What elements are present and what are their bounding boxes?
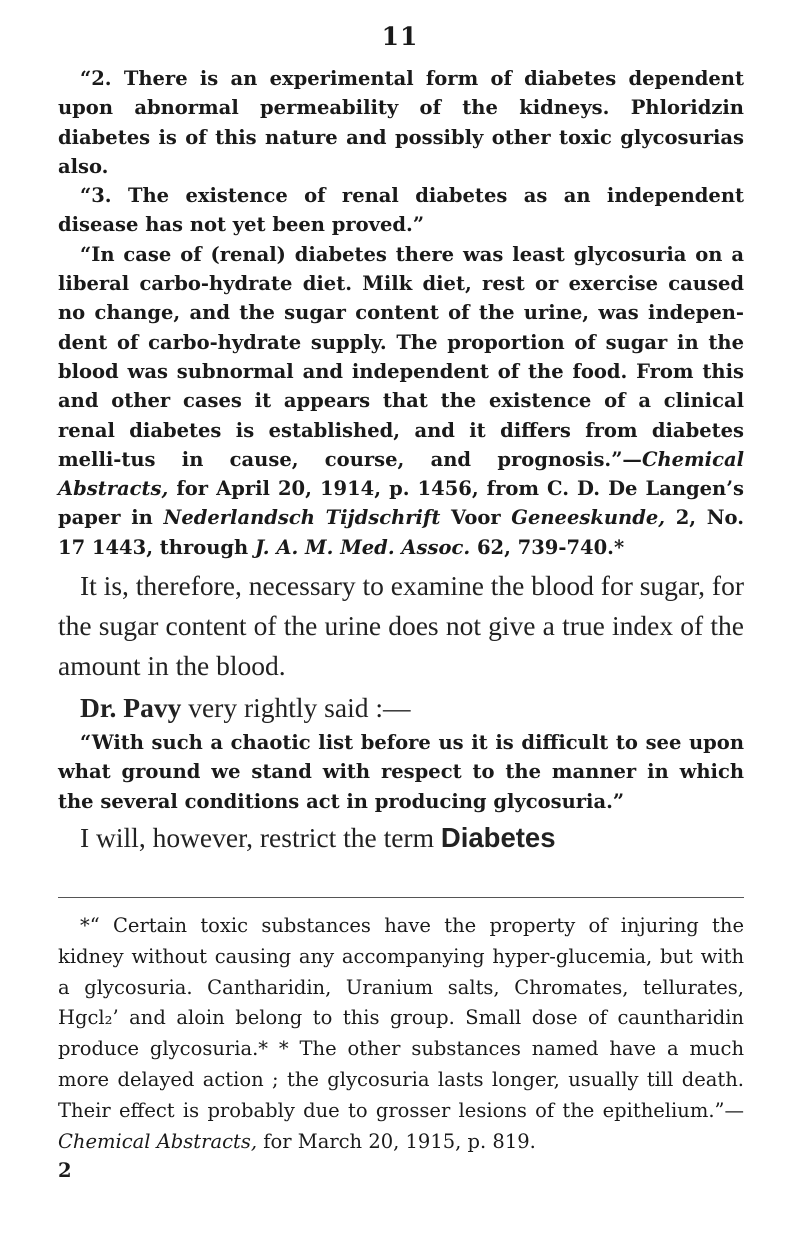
term-diabetes: Diabetes (440, 821, 556, 853)
page-number: 11 (381, 22, 419, 51)
journal-nederlandsch-tijdschrift: Nederlandsch Tijdschrift (163, 506, 441, 530)
signature-mark: 2 (58, 1159, 72, 1183)
journal-chemical-abstracts: Chemical Abstracts, (58, 447, 744, 501)
case-text-e: 62, 739-740.* (470, 535, 625, 559)
restrict-text: I will, however, restrict the term (80, 821, 441, 853)
paragraph-pavy-quote: “With such a chaotic list before us it is difficult to see upon what ground we stand with respect to the manner in which the several conditions act in producing glycosuria.” (58, 731, 744, 813)
main-text (58, 64, 744, 858)
case-text-b: for April 20, 1914, p. 1456, from C. D. De Langen’s paper in (58, 477, 744, 530)
case-text-c: Voor (440, 506, 512, 530)
dr-pavy-name: Dr. Pavy (80, 692, 182, 724)
journal-geneeskunde: Geneeskunde, (511, 506, 666, 530)
footnote (58, 911, 744, 1185)
footnote-text-b: for March 20, 1915, p. 819. (257, 1129, 536, 1153)
footnote-divider (58, 897, 744, 898)
paragraph-examine-blood: It is, therefore, necessary to examine the blood for sugar, for the sugar content of the urine does not give a true index of the amount in the blood. (58, 570, 745, 682)
paragraph-point-2: “2. There is an experimental form of diabetes dependent upon abnormal permeability of the kidneys. Phloridzin diabetes is of this nature and possibly other toxic glycosurias also. (58, 67, 744, 178)
footnote-journal: Chemical Abstracts, (58, 1129, 258, 1153)
journal-jama: J. A. M. Med. Assoc. (255, 535, 471, 559)
footnote-text (58, 911, 744, 1157)
paragraph-renal-diabetes-case (58, 240, 744, 562)
paragraph-dr-pavy (58, 688, 744, 728)
paragraph-restrict-term (58, 818, 744, 858)
case-text-d: 2, No. 17 1443, through (58, 506, 744, 559)
dr-pavy-said: very rightly said :— (181, 692, 411, 724)
case-text-a: “In case of (renal) diabetes there was least glycosuria on a liberal carbo-hydrate diet. Milk diet, rest or exercise caused no change, and the sugar content of the urine, was indepen-dent of carbo-hydrate supply. The proportion of sugar in the blood was subnormal and independent of the food. From this and other cases it appears that the existence of a clinical renal diabetes is established, and it differs from diabetes melli-tus in cause, course, and prognosis.”— (58, 242, 744, 471)
paragraph-point-3: “3. The existence of renal diabetes as an independent disease has not yet been proved.” (58, 184, 744, 237)
footnote-text-a: *“ Certain toxic substances have the property of injuring the kidney without causing any accompanying hyper-glucemia, but with a glycosuria. Cantharidin, Uranium salts, Chromates, tellurates, Hgcl₂’ and aloin belong to this group. Small dose of cauntharidin produce glycosuria.* * The other substances named have a much more delayed action ; the glycosuria lasts longer, usually till death. Their effect is probably due to grosser lesions of the epithelium.”— (58, 914, 744, 1122)
